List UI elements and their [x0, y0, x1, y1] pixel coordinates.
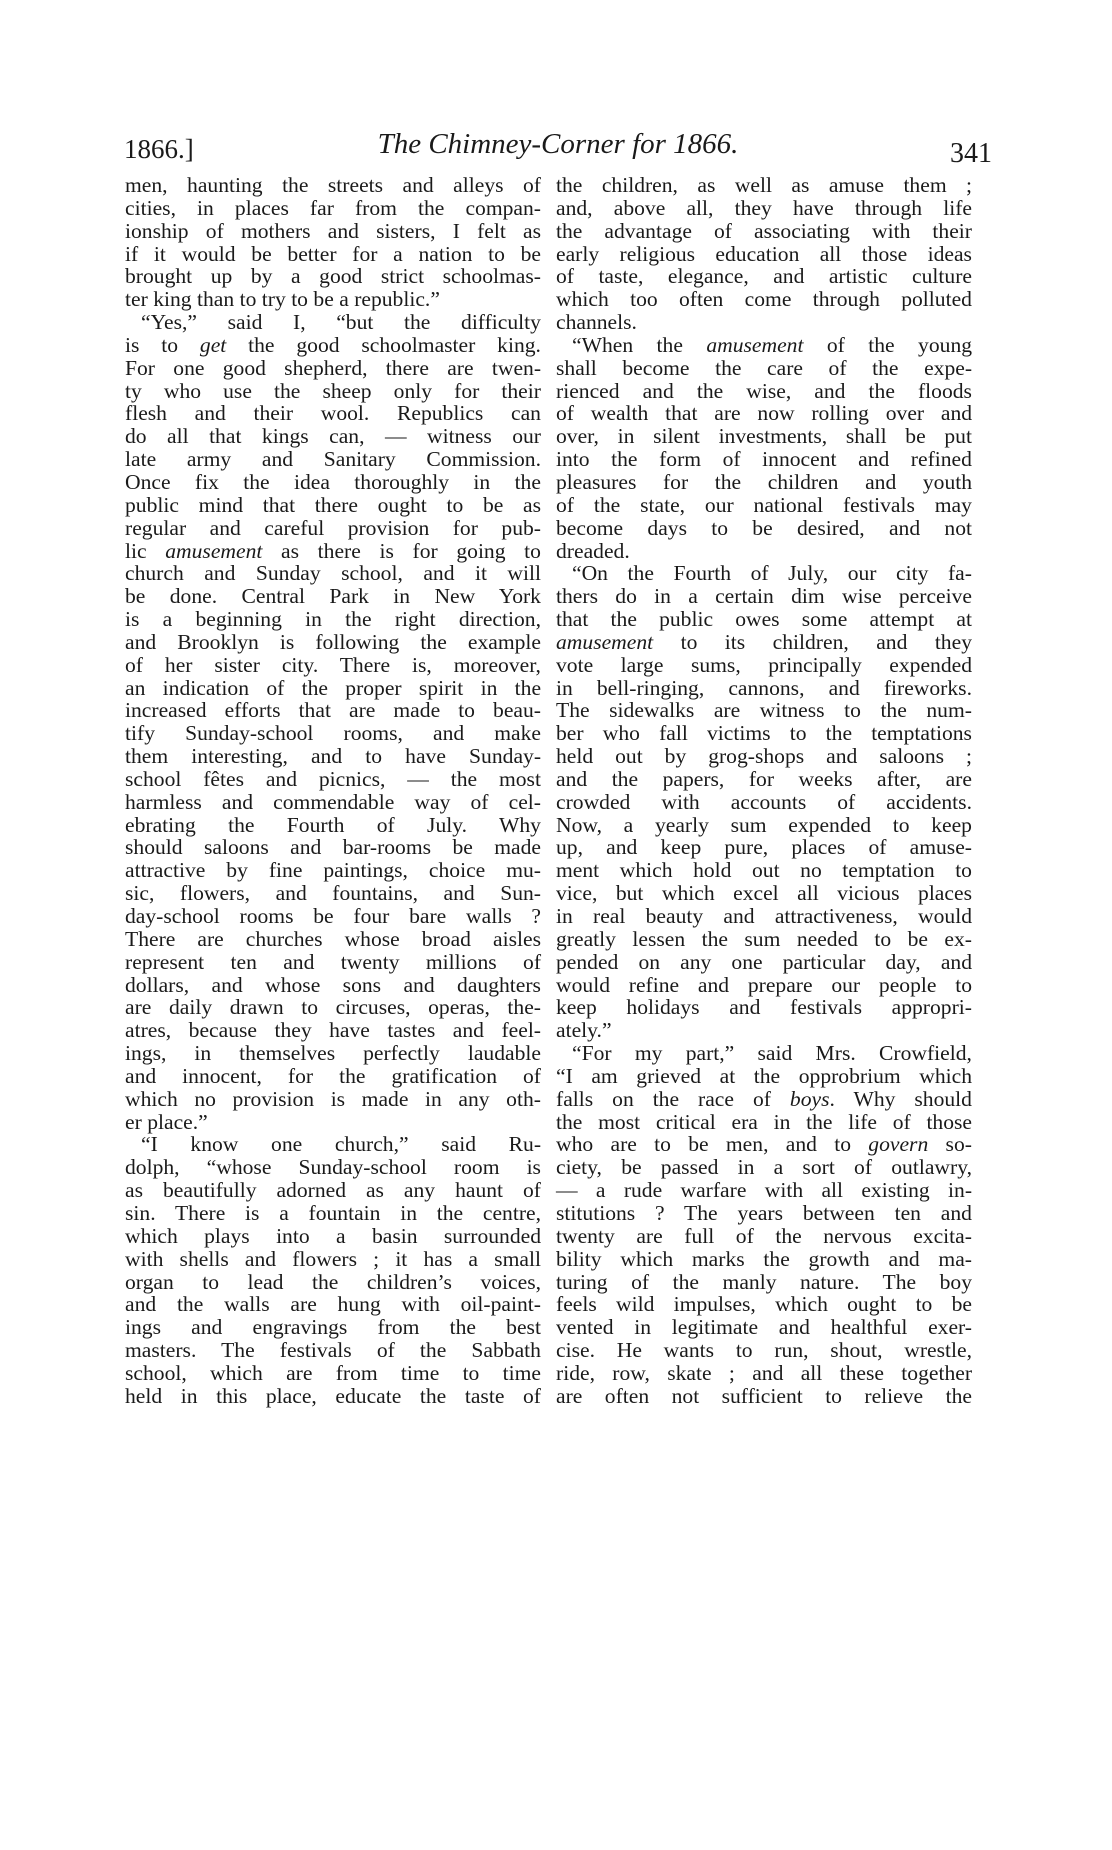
text-line: which plays into a basin surrounded — [125, 1223, 542, 1248]
text-line: “For my part,” said Mrs. Crowfield, — [572, 1041, 972, 1066]
italic-emphasis: get — [199, 332, 227, 357]
text-line: ment which hold out no temptation to — [556, 858, 972, 883]
left-column — [125, 174, 541, 1408]
text-line: and innocent, for the gratification of — [125, 1063, 541, 1088]
text-line: ings and engravings from the best — [125, 1315, 541, 1340]
text-line: up, and keep pure, places of amuse- — [556, 835, 972, 860]
text-line: For one good shepherd, there are twen- — [125, 355, 542, 380]
text-line: held out by grog-shops and saloons ; — [556, 744, 972, 769]
text-line: Now, a yearly sum expended to keep — [556, 812, 972, 837]
right-column — [556, 174, 972, 1408]
text-line: twenty are full of the nervous excita- — [556, 1223, 972, 1248]
text-line: are daily drawn to circuses, operas, the- — [125, 995, 541, 1020]
text-line: school fêtes and picnics, — the most — [125, 766, 541, 791]
text-line: the most critical era in the life of those — [556, 1109, 973, 1134]
text-line: pended on any one particular day, and — [556, 949, 972, 974]
text-line: would refine and prepare our people to — [556, 972, 973, 997]
text-line: “I know one church,” said Ru- — [141, 1132, 542, 1157]
text-line: dreaded. — [556, 538, 630, 563]
text-line: vote large sums, principally expended — [556, 652, 973, 677]
text-line: stitutions ? The years between ten and — [556, 1200, 972, 1225]
text-line: held in this place, educate the taste of — [125, 1383, 541, 1408]
text-line: that the public owes some attempt at — [556, 607, 972, 632]
text-line: ings, in themselves perfectly laudable — [125, 1041, 541, 1066]
text-line: rienced and the wise, and the floods — [556, 378, 972, 403]
text-line: them interesting, and to have Sunday- — [125, 744, 542, 769]
text-line: the children, as well as amuse them ; — [556, 173, 973, 197]
text-line: dollars, and whose sons and daughters — [125, 972, 541, 997]
text-line: tify Sunday-school rooms, and make — [125, 721, 542, 746]
text-line: harmless and commendable way of cel- — [125, 789, 541, 814]
text-line: thers do in a certain dim wise perceive — [556, 584, 972, 609]
text-line: falls on the race of boys. Why should — [556, 1086, 972, 1111]
text-line: ter king than to try to be a republic.” — [125, 287, 440, 312]
text-line: pleasures for the children and youth — [556, 469, 973, 494]
text-line: ionship of mothers and sisters, I felt as — [125, 218, 542, 243]
text-line: day-school rooms be four bare walls ? — [125, 904, 541, 928]
text-line: and Brooklyn is following the example — [125, 629, 542, 654]
text-line: crowded with accounts of accidents. — [556, 789, 972, 814]
text-line: — a rude warfare with all existing in- — [556, 1178, 973, 1203]
text-line: organ to lead the children’s voices, — [125, 1269, 542, 1294]
text-line: who are to be men, and to govern so- — [556, 1132, 972, 1157]
text-line: late army and Sanitary Commission. — [125, 447, 541, 472]
text-line: attractive by fine paintings, choice mu- — [125, 858, 541, 883]
text-line: “Yes,” said I, “but the difficulty — [141, 310, 541, 335]
text-line: er place.” — [125, 1109, 208, 1134]
text-line: increased efforts that are made to beau- — [125, 698, 541, 723]
header-year: 1866.] — [124, 134, 194, 164]
text-line: which no provision is made in any oth- — [125, 1086, 541, 1111]
text-line: is a beginning in the right direction, — [125, 607, 542, 632]
text-line: ty who use the sheep only for their — [125, 378, 541, 403]
text-line: ciety, be passed in a sort of outlawry, — [556, 1155, 973, 1180]
text-line: The sidewalks are witness to the num- — [556, 698, 972, 723]
text-line: and the walls are hung with oil-paint- — [125, 1292, 541, 1317]
text-line: “On the Fourth of July, our city fa- — [572, 561, 972, 586]
text-line: and the papers, for weeks after, are — [556, 766, 972, 791]
text-line: of the state, our national festivals may — [556, 492, 972, 517]
text-line: lic amusement as there is for going to — [125, 538, 541, 563]
text-line: “I am grieved at the opprobrium which — [556, 1063, 973, 1088]
text-line: vice, but which excel all vicious places — [556, 881, 972, 906]
text-line: men, haunting the streets and alleys of — [125, 173, 541, 197]
text-line: which too often come through polluted — [556, 287, 972, 312]
text-line: ebrating the Fourth of July. Why — [125, 812, 541, 837]
text-line: Once fix the idea thoroughly in the — [125, 469, 541, 494]
text-line: sin. There is a fountain in the centre, — [125, 1200, 542, 1225]
text-line: the advantage of associating with their — [556, 218, 972, 243]
text-line: bility which marks the growth and ma- — [556, 1246, 972, 1271]
text-line: flesh and their wool. Republics can — [125, 401, 541, 426]
text-line: into the form of innocent and refined — [556, 447, 972, 472]
header-title: The Chimney-Corner for 1866. — [377, 128, 739, 160]
text-line: of taste, elegance, and artistic culture — [556, 264, 972, 289]
text-line: become days to be desired, and not — [556, 515, 972, 540]
text-line: brought up by a good strict schoolmas- — [125, 264, 541, 289]
text-line: church and Sunday school, and it will — [125, 561, 542, 586]
text-line: sic, flowers, and fountains, and Sun- — [125, 881, 541, 906]
text-line: amusement to its children, and they — [556, 629, 972, 654]
text-line: vented in legitimate and healthful exer- — [556, 1315, 972, 1340]
page-number: 341 — [950, 138, 992, 169]
text-line: school, which are from time to time — [125, 1360, 541, 1385]
text-line: masters. The festivals of the Sabbath — [125, 1338, 541, 1363]
text-line: ber who fall victims to the temptations — [556, 721, 972, 746]
text-line: dolph, “whose Sunday-school room is — [125, 1155, 541, 1180]
text-line: ride, row, skate ; and all these together — [556, 1360, 973, 1385]
text-line: do all that kings can, — witness our — [125, 424, 541, 449]
italic-emphasis: amusement — [556, 629, 654, 654]
text-line: be done. Central Park in New York — [125, 584, 541, 609]
text-line: and, above all, they have through life — [556, 195, 972, 220]
text-line: should saloons and bar-rooms be made — [125, 835, 541, 860]
text-line: turing of the manly nature. The boy — [556, 1269, 972, 1294]
text-line: over, in silent investments, shall be put — [556, 424, 972, 449]
text-line: ately.” — [556, 1018, 612, 1043]
text-line: represent ten and twenty millions of — [125, 949, 542, 974]
italic-emphasis: amusement — [165, 538, 263, 563]
text-line: keep holidays and festivals appropri- — [556, 995, 972, 1020]
text-line: cise. He wants to run, shout, wrestle, — [556, 1338, 973, 1363]
text-line: feels wild impulses, which ought to be — [556, 1292, 972, 1317]
text-line: of her sister city. There is, moreover, — [125, 652, 541, 677]
text-line: as beautifully adorned as any haunt of — [125, 1178, 541, 1203]
text-line: greatly lessen the sum needed to be ex- — [556, 926, 972, 951]
text-line: is to get the good schoolmaster king. — [125, 332, 541, 357]
italic-emphasis: amusement — [706, 332, 804, 357]
italic-emphasis: boys — [789, 1086, 830, 1111]
text-line: public mind that there ought to be as — [125, 492, 541, 517]
text-line: There are churches whose broad aisles — [125, 926, 541, 951]
text-line: cities, in places far from the compan- — [125, 195, 541, 220]
text-line: with shells and flowers ; it has a small — [125, 1246, 541, 1271]
text-line: are often not sufficient to relieve the — [556, 1383, 972, 1408]
text-line: “When the amusement of the young — [572, 332, 973, 357]
text-line: if it would be better for a nation to be — [125, 241, 542, 266]
text-line: atres, because they have tastes and feel- — [125, 1018, 542, 1043]
text-line: in real beauty and attractiveness, would — [556, 904, 972, 928]
text-line: of wealth that are now rolling over and — [556, 401, 973, 426]
text-line: shall become the care of the expe- — [556, 355, 973, 380]
text-line: channels. — [556, 310, 637, 335]
text-line: an indication of the proper spirit in the — [125, 675, 542, 700]
text-line: early religious education all those ideas — [556, 241, 972, 266]
text-line: in bell-ringing, cannons, and fireworks. — [556, 675, 972, 700]
running-header — [124, 128, 992, 168]
text-line: regular and careful provision for pub- — [125, 515, 541, 540]
italic-emphasis: govern — [868, 1132, 929, 1157]
